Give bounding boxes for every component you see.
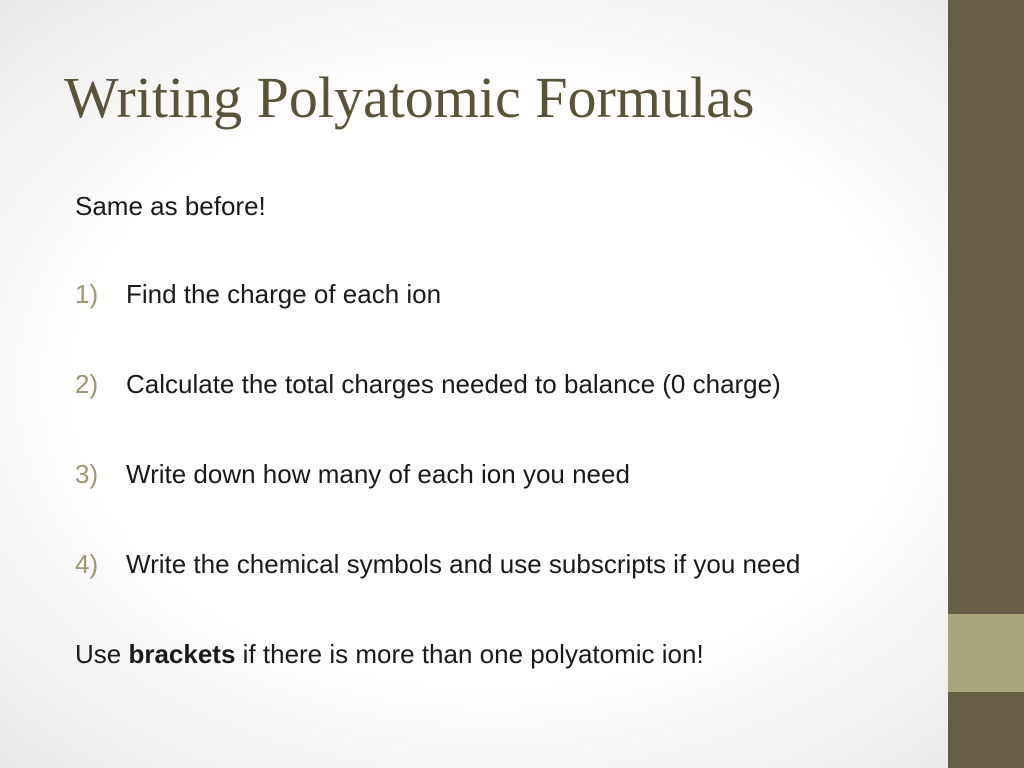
step-text: Find the charge of each ion: [126, 279, 442, 309]
closing-note: [75, 638, 704, 670]
intro-text: Same as before!: [75, 191, 266, 221]
step-number: 3): [75, 459, 99, 489]
step-number: 2): [75, 369, 99, 399]
closing-note-prefix: Use: [75, 639, 129, 669]
closing-note-suffix: if there is more than one polyatomic ion!: [235, 639, 704, 669]
step-number: 4): [75, 549, 99, 579]
slide-title: Writing Polyatomic Formulas: [64, 65, 755, 130]
step-text: Write the chemical symbols and use subscripts if you need: [126, 549, 801, 579]
closing-note-emphasis: brackets: [128, 639, 236, 669]
step-text: Calculate the total charges needed to balance (0 charge): [126, 369, 781, 399]
step-number: 1): [75, 279, 99, 309]
side-band-accent: [948, 614, 1024, 692]
step-text: Write down how many of each ion you need: [126, 459, 630, 489]
